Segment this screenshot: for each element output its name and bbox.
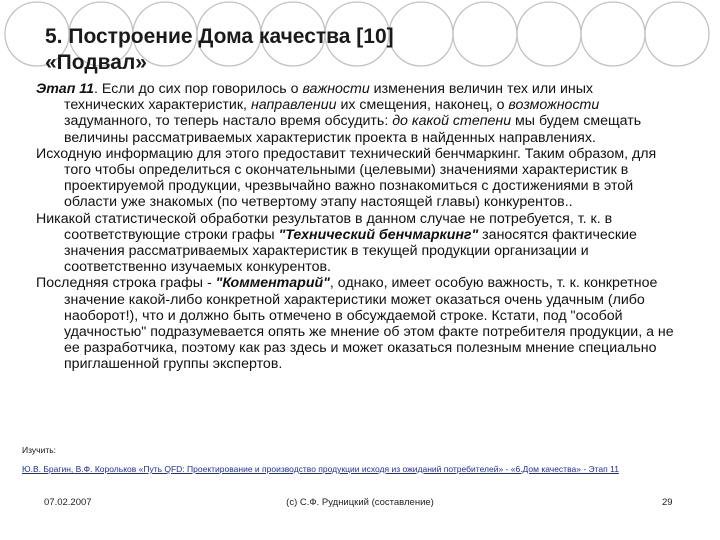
text-run: "Комментарий" [215,275,330,292]
slide-title [45,24,685,76]
text-run: изменения величин тех или иных технических характеристик, [64,81,594,114]
reference-link[interactable]: Ю.В. Брагин, В.Ф. Корольков «Путь QFD: Проектирование и производство продукции исходя из ожиданий потребителей» - «6.Дом качества» - Этап 11 [22,464,619,474]
footer-author: (c) С.Ф. Рудницкий (составление) [286,497,434,508]
slide-title-line1: 5. Построение Дома качества [10] [45,25,394,48]
footer-date: 07.02.2007 [44,497,92,508]
text-run: Исходную информацию для этого предоставит технический бенчмаркинг. Таким образом, для того чтобы определиться с окончательными (целевыми) значениями характеристик в проектируемой продукции, чрезвычайно важно познакомиться с достижениями в этой области уже знакомых (по четвертому этапу настоящей главы) конкурентов.. [36,145,657,211]
text-run: . Если до сих пор говорилось о [94,81,303,97]
text-run: до какой степени [392,113,512,130]
text-run: , однако, имеет особую важность, т. к. конкретное значение какой-либо конкретной характеристики может оказаться очень удачным (либо наоборот!), что и должно быть отмечено в обсуждаемой строке. Кстати, под "особой удачностью" подразумевается опять же мнение об этом факте потребителя продукции, а не ее разработчика, поэтому как раз здесь и может оказаться полезным мнение специально приглашенной группы экспертов. [64,275,674,373]
text-run: задуманного, то теперь настало время обсудить: [64,113,393,130]
text-run: Этап 11 [36,81,95,97]
text-run: заносятся фактические значения рассматриваемых характеристик в текущей продукции организации и соответственно изучаемых конкурентов. [64,226,637,276]
slide-body [36,81,676,373]
text-run: возможности [508,97,600,114]
slide-title-line2: «Подвал» [45,50,147,74]
text-run: Последняя строка графы - [36,275,216,292]
body-paragraph [36,81,676,146]
page-number: 29 [662,497,673,508]
study-label: Изучить: [22,445,57,455]
text-run: их смещения, наконец, о [336,97,509,114]
text-run: Никакой статистической обработки результатов в данном случае не потребуется, т. к. в соответствующие строки графы [36,210,613,243]
text-run: важности [302,81,370,97]
text-run: направлении [250,97,337,114]
body-paragraph [36,275,676,372]
text-run: "Технический бенчмаркинг" [278,226,479,243]
body-paragraph [36,146,676,211]
text-run: мы будем смещать величины рассматриваемых характеристик проекта в найденных направлениях. [64,113,642,146]
body-paragraph [36,211,676,276]
